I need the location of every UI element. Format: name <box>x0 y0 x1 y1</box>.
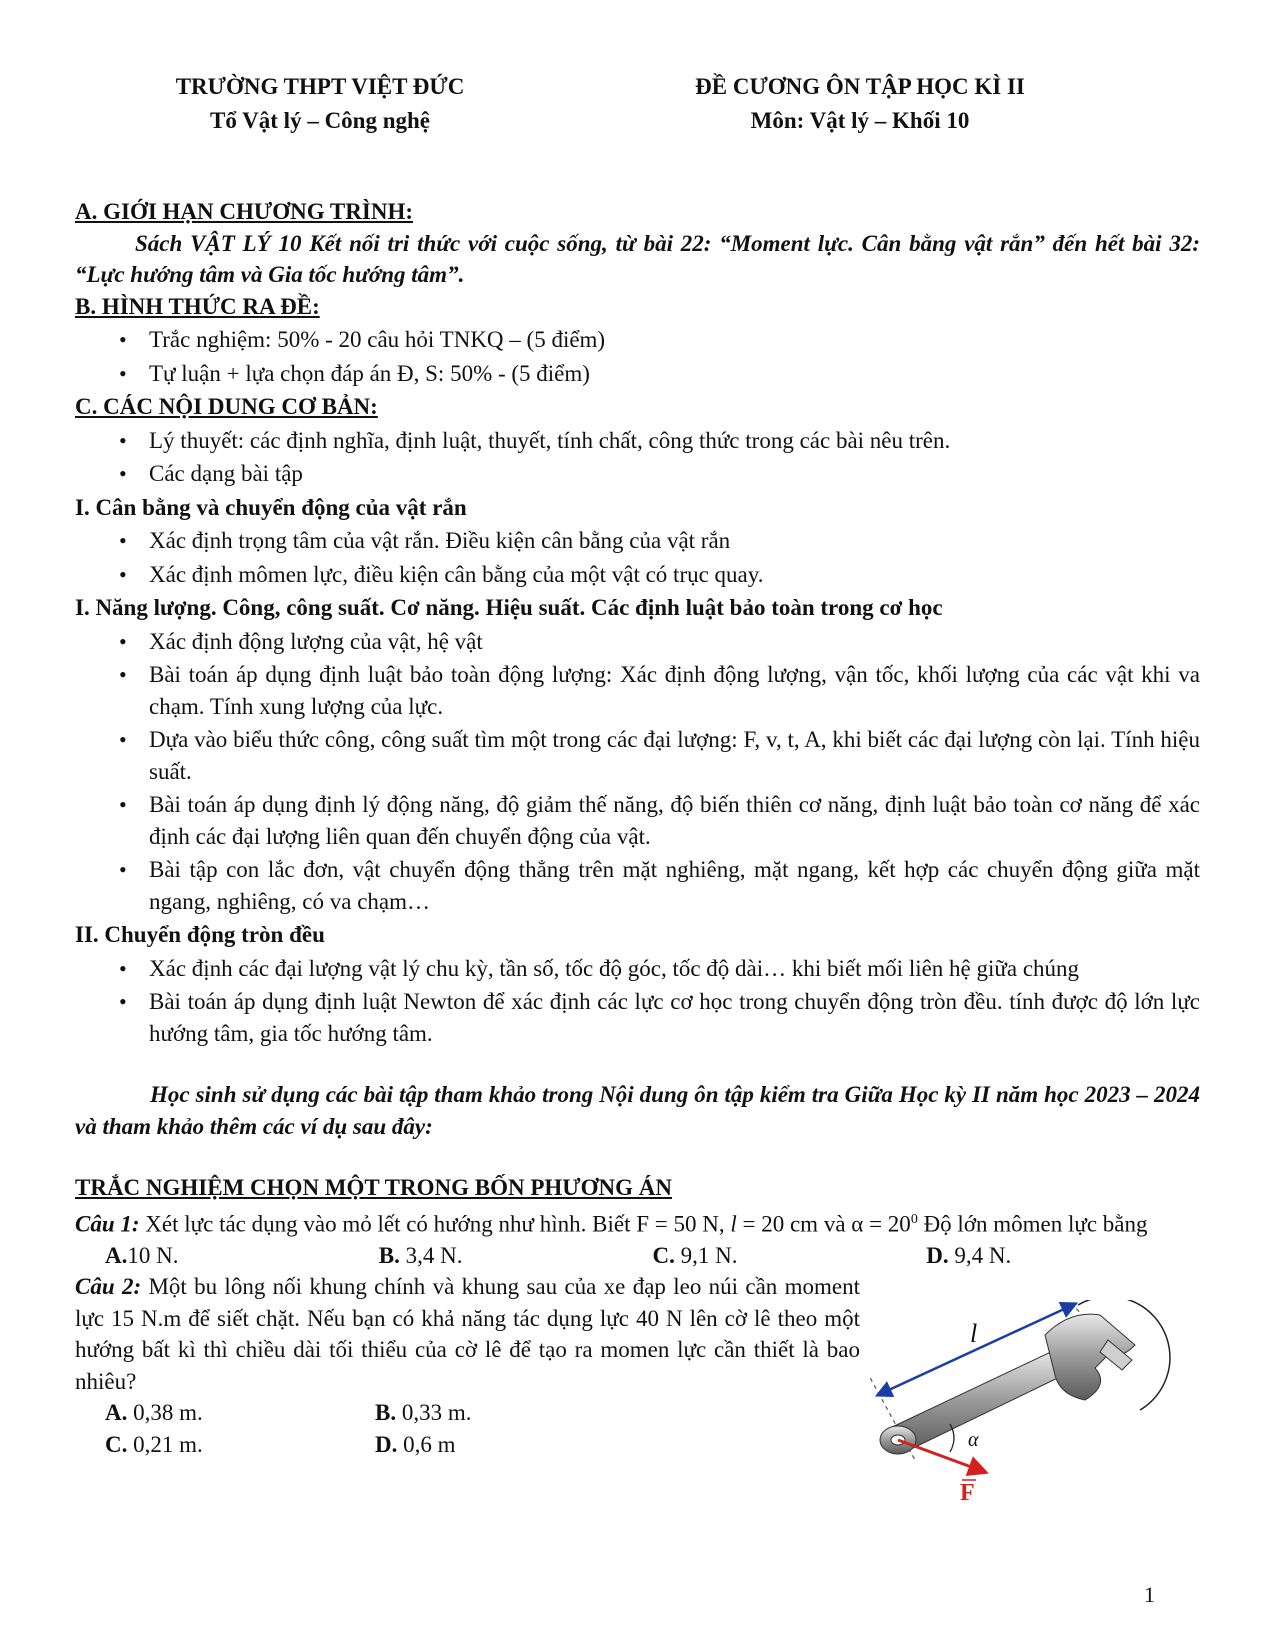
option-value: 9,4 N. <box>948 1242 1012 1268</box>
option-d <box>375 1429 645 1461</box>
section-c-title: C. CÁC NỘI DUNG CƠ BẢN: <box>75 394 378 419</box>
option-value: 9,1 N. <box>674 1242 738 1268</box>
question-1 <box>75 1204 1200 1240</box>
option-key: B. <box>378 1242 400 1268</box>
section-b-title: B. HÌNH THỨC RA ĐỀ: <box>75 293 320 319</box>
option-a <box>105 1240 379 1272</box>
list-item: • Bài toán áp dụng định luật Newton để xác định các lực cơ học trong chuyển động tròn đều. tính được độ lớn lực hướng tâm, gia tốc hướng tâm. <box>149 986 1200 1049</box>
page-number: 1 <box>1144 1582 1155 1607</box>
study-note: Học sinh sử dụng các bài tập tham khảo trong Nội dung ôn tập kiểm tra Giữa Học kỳ II năm học 2023 – 2024 và tham khảo thêm các ví dụ sau đây: <box>75 1082 1200 1139</box>
option-b <box>379 1240 653 1272</box>
length-label: l <box>970 1319 978 1348</box>
section-a-text: Sách VẬT LÝ 10 Kết nối tri thức với cuộc sống, từ bài 22: “Moment lực. Cân bằng vật rắn” đến hết bài 32: “Lực hướng tâm và Gia tốc hướng tâm”. <box>75 230 1200 287</box>
option-key: C. <box>652 1242 675 1268</box>
list-item: • Xác định trọng tâm của vật rắn. Điều kiện cân bằng của vật rắn <box>149 525 1200 557</box>
option-key: C. <box>105 1431 128 1457</box>
option-b <box>375 1397 645 1429</box>
list-item: • Dựa vào biểu thức công, công suất tìm một trong các đại lượng: F, v, t, A, khi biết các đại lượng còn lại. Tính hiệu suất. <box>149 724 1200 787</box>
option-key: A. <box>105 1242 128 1268</box>
degree-superscript: 0 <box>910 1211 918 1227</box>
wrench-figure <box>870 1300 1200 1530</box>
option-key: D. <box>926 1242 949 1268</box>
school-name: TRƯỜNG THPT VIỆT ĐỨC <box>175 74 465 99</box>
question-2-text: Một bu lông nối khung chính và khung sau của xe đạp leo núi cần moment lực 15 N.m để siết chặt. Nếu bạn có khả năng tác dụng lực 40 N lên cờ lê theo một hướng bất kì thì chiều dài tối thiểu của cờ lê để tạo ra momen lực cần thiết là bao nhiêu? <box>75 1274 860 1394</box>
document-title: ĐỀ CƯƠNG ÔN TẬP HỌC KÌ II <box>695 74 1025 99</box>
option-c <box>653 1240 927 1272</box>
question-2 <box>75 1271 860 1397</box>
list-item: • Xác định mômen lực, điều kiện cân bằng của một vật có trục quay. <box>149 559 1200 591</box>
option-value: 0,21 m. <box>127 1431 203 1457</box>
part-3-title: II. Chuyển động tròn đều <box>75 922 325 947</box>
part-1-list <box>75 525 1200 590</box>
question-1-label: Câu 1: <box>75 1211 140 1237</box>
option-c <box>105 1429 375 1461</box>
list-item: • Lý thuyết: các định nghĩa, định luật, thuyết, tính chất, công thức trong các bài nêu trên. <box>149 425 1200 457</box>
main-content <box>75 196 1200 1460</box>
header-right <box>620 70 1100 138</box>
question-1-options <box>75 1240 1200 1272</box>
force-label: F <box>960 1480 975 1506</box>
section-a-title: A. GIỚI HẠN CHƯƠNG TRÌNH: <box>75 199 413 224</box>
option-value: 0,38 m. <box>127 1400 203 1426</box>
part-3-list <box>75 953 1200 1050</box>
question-1-text-c: Độ lớn mômen lực bằng <box>917 1211 1148 1237</box>
option-a <box>105 1397 375 1429</box>
part-1-title: I. Cân bằng và chuyển động của vật rắn <box>75 494 467 520</box>
length-symbol: l <box>730 1211 737 1237</box>
subject-line: Môn: Vật lý – Khối 10 <box>750 108 970 133</box>
department-name: Tổ Vật lý – Công nghệ <box>209 108 431 133</box>
list-item: • Bài toán áp dụng định lý động năng, độ giảm thế năng, độ biến thiên cơ năng, định luật bảo toàn cơ năng để xác định các đại lượng liên quan đến chuyển động của vật. <box>149 789 1200 852</box>
option-value: 0,33 m. <box>396 1400 472 1426</box>
list-item: • Tự luận + lựa chọn đáp án Đ, S: 50% - (5 điểm) <box>149 358 1200 390</box>
option-key: A. <box>105 1400 128 1426</box>
list-item: • Xác định động lượng của vật, hệ vật <box>149 626 1200 658</box>
question-2-label: Câu 2: <box>75 1274 142 1300</box>
list-item: • Các dạng bài tập <box>149 458 1200 490</box>
list-item: • Xác định các đại lượng vật lý chu kỳ, tần số, tốc độ góc, tốc độ dài… khi biết mối liên hệ giữa chúng <box>149 953 1200 985</box>
section-c-list <box>75 425 1200 490</box>
list-item: • Trắc nghiệm: 50% - 20 câu hỏi TNKQ – (5 điểm) <box>149 324 1200 356</box>
list-item: • Bài tập con lắc đơn, vật chuyển động thẳng trên mặt nghiêng, mặt ngang, kết hợp các chuyển động giữa mặt ngang, nghiêng, có va chạm… <box>149 854 1200 917</box>
question-1-text-b: = 20 cm và α = 20 <box>736 1211 911 1237</box>
option-key: D. <box>375 1431 398 1457</box>
option-value: 0,6 m <box>397 1431 456 1457</box>
angle-label: α <box>968 1429 979 1451</box>
part-2-list <box>75 626 1200 918</box>
question-1-text-a: Xét lực tác dụng vào mỏ lết có hướng như hình. Biết F = 50 N, <box>139 1211 731 1237</box>
option-value: 10 N. <box>127 1242 179 1268</box>
option-d <box>926 1240 1200 1272</box>
header-left <box>120 70 520 138</box>
section-b-list <box>75 324 1200 389</box>
option-value: 3,4 N. <box>399 1242 463 1268</box>
part-2-title: I. Năng lượng. Công, công suất. Cơ năng. Hiệu suất. Các định luật bảo toàn trong cơ học <box>75 595 943 620</box>
list-item: • Bài toán áp dụng định luật bảo toàn động lượng: Xác định động lượng, vận tốc, khối lượng của các vật khi va chạm. Tính xung lượng của lực. <box>149 659 1200 722</box>
multiple-choice-title: TRẮC NGHIỆM CHỌN MỘT TRONG BỐN PHƯƠNG ÁN <box>75 1175 672 1200</box>
option-key: B. <box>375 1400 397 1426</box>
